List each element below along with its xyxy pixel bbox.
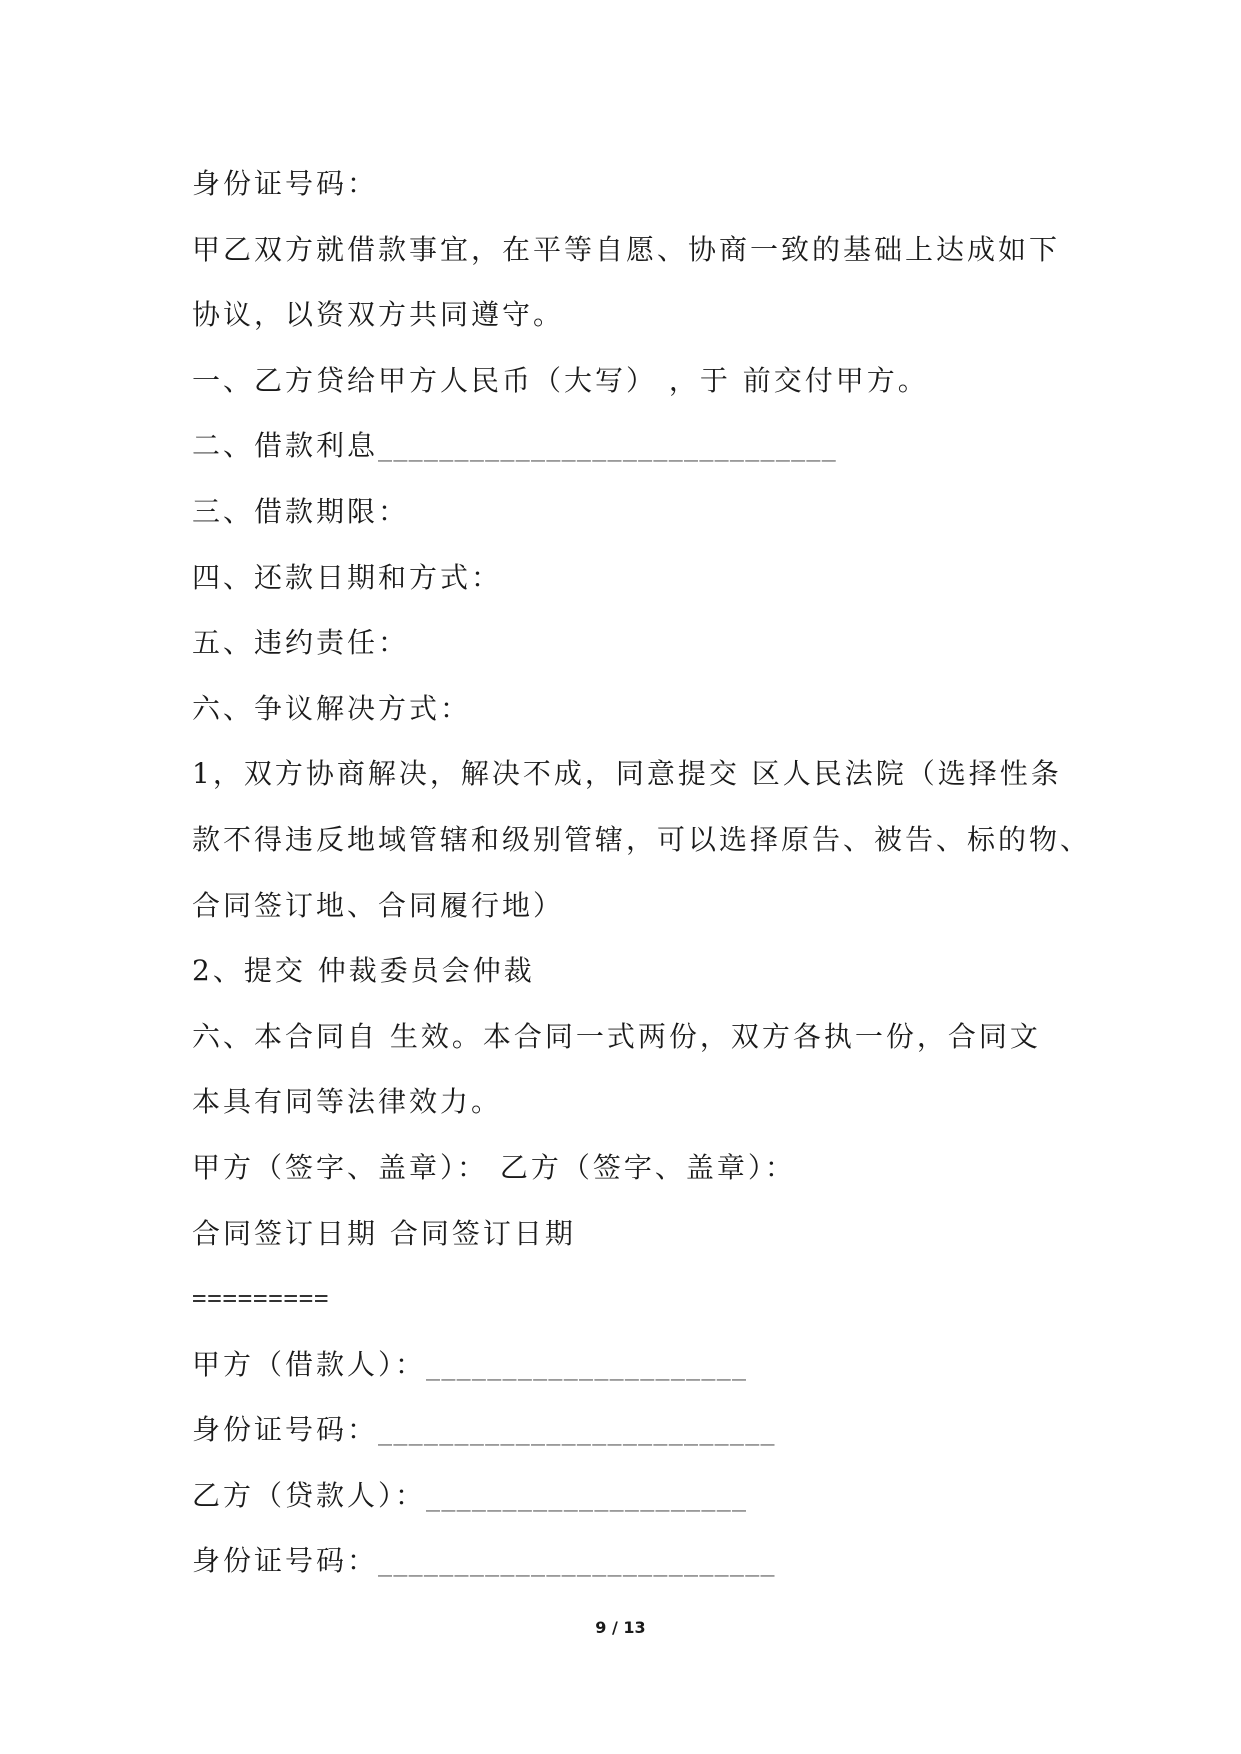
borrower-id-blank: __________________________ xyxy=(378,1413,776,1447)
borrower-field xyxy=(192,1332,1092,1398)
preamble-line: 甲乙双方就借款事宜，在平等自愿、协商一致的基础上达成如下 xyxy=(192,232,1061,266)
lender-id-field xyxy=(192,1528,1092,1594)
clause-loan-term: 三、借款期限： xyxy=(192,494,410,528)
borrower-id-label: 身份证号码： xyxy=(192,1413,379,1447)
lender-id-label: 身份证号码： xyxy=(192,1544,379,1578)
contract-body xyxy=(192,151,1092,1594)
lender-blank: _____________________ xyxy=(426,1478,748,1512)
borrower-label: 甲方（借款人）： xyxy=(192,1347,427,1381)
section-separator: ========= xyxy=(192,1284,330,1313)
id-number-line: 身份证号码： xyxy=(192,167,379,200)
signature-parties-line: 甲方（签字、盖章）： 乙方（签字、盖章）： xyxy=(192,1150,796,1184)
interest-blank: ______________________________ xyxy=(378,429,838,463)
lender-field xyxy=(192,1463,1092,1529)
preamble-line: 协议，以资双方共同遵守。 xyxy=(192,298,565,332)
lender-id-blank: __________________________ xyxy=(378,1544,776,1578)
borrower-blank: _____________________ xyxy=(426,1347,748,1381)
clause-effectiveness-cont: 本具有同等法律效力。 xyxy=(192,1085,503,1119)
dispute-option-1: 1，双方协商解决，解决不成，同意提交 区人民法院（选择性条 xyxy=(192,757,1062,791)
interest-label: 二、借款利息 xyxy=(192,429,379,463)
clause-loan-amount: 一、乙方贷给甲方人民币（大写） ，于 前交付甲方。 xyxy=(192,363,929,397)
lender-label: 乙方（贷款人）： xyxy=(192,1478,427,1512)
clause-effectiveness: 六、本合同自 生效。本合同一式两份，双方各执一份，合同文 xyxy=(192,1019,1041,1053)
clause-repayment: 四、还款日期和方式： xyxy=(192,560,503,594)
dispute-option-2: 2、提交 仲裁委员会仲裁 xyxy=(192,954,535,988)
clause-interest xyxy=(192,413,1092,479)
clause-liability: 五、违约责任： xyxy=(192,626,410,660)
signing-date-line: 合同签订日期 合同签订日期 xyxy=(192,1216,576,1250)
dispute-option-1-cont: 款不得违反地域管辖和级别管辖，可以选择原告、被告、标的物、 xyxy=(192,822,1092,856)
clause-dispute-resolution: 六、争议解决方式： xyxy=(192,691,472,725)
dispute-option-1-cont: 合同签订地、合同履行地） xyxy=(192,888,565,922)
page-number: 9 / 13 xyxy=(595,1618,646,1637)
borrower-id-field xyxy=(192,1397,1092,1463)
